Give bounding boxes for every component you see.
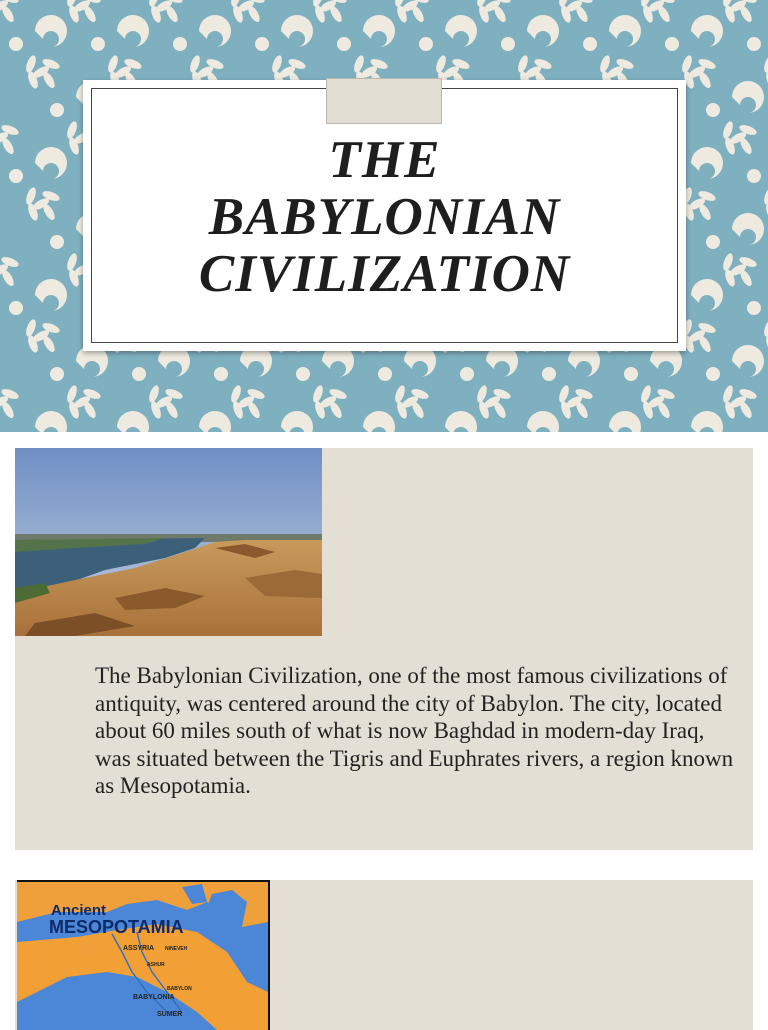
- dot-icon: [747, 301, 761, 315]
- title-slide: [0, 0, 768, 432]
- paisley-icon: [609, 411, 641, 432]
- paisley-icon: [609, 15, 641, 47]
- dot-icon: [583, 37, 597, 51]
- paisley-icon: [281, 15, 313, 47]
- dot-icon: [747, 37, 761, 51]
- leaf-sprig-icon: [65, 0, 102, 24]
- map-title-mesopotamia: MESOPOTAMIA: [49, 917, 184, 937]
- paisley-icon: [281, 411, 313, 432]
- paisley-icon: [732, 81, 764, 113]
- dot-icon: [706, 103, 720, 117]
- leaf-sprig-icon: [721, 252, 758, 288]
- leaf-sprig-icon: [721, 0, 758, 24]
- leaf-sprig-icon: [475, 0, 512, 24]
- dot-icon: [296, 367, 310, 381]
- dot-icon: [9, 37, 23, 51]
- paisley-icon: [199, 15, 231, 47]
- map-place-label: ASSYRIA: [123, 945, 155, 952]
- paisley-icon: [691, 279, 723, 311]
- leaf-sprig-icon: [147, 384, 184, 420]
- paisley-icon: [527, 411, 559, 432]
- slide-paragraph: The Babylonian Civilization, one of the most famous civilizations of antiquity, was centered around the city of Babylon. The city, located about 60 miles south of what is now Baghdad in modern-day Iraq, was situated between the Tigris and Euphrates rivers, a region known as Mesopotamia.: [95, 663, 734, 798]
- paisley-icon: [732, 345, 764, 377]
- dot-icon: [419, 37, 433, 51]
- dot-icon: [214, 367, 228, 381]
- paisley-icon: [363, 15, 395, 47]
- title-card: [83, 80, 686, 351]
- paisley-icon: [117, 15, 149, 47]
- leaf-sprig-icon: [639, 384, 676, 420]
- dot-icon: [460, 367, 474, 381]
- paisley-icon: [363, 411, 395, 432]
- dot-icon: [706, 367, 720, 381]
- dot-icon: [501, 37, 515, 51]
- leaf-sprig-icon: [24, 186, 61, 222]
- paisley-icon: [691, 411, 723, 432]
- paisley-icon: [117, 411, 149, 432]
- title-line: BABYLONIAN: [208, 188, 561, 246]
- leaf-sprig-icon: [0, 120, 20, 156]
- content-slide: [15, 448, 753, 850]
- leaf-sprig-icon: [0, 0, 20, 24]
- dot-icon: [50, 103, 64, 117]
- leaf-sprig-icon: [721, 120, 758, 156]
- dot-icon: [50, 367, 64, 381]
- paisley-icon: [445, 411, 477, 432]
- leaf-sprig-icon: [24, 318, 61, 354]
- title-line: THE: [328, 131, 441, 189]
- dot-icon: [624, 367, 638, 381]
- leaf-sprig-icon: [475, 384, 512, 420]
- dot-icon: [9, 301, 23, 315]
- leaf-sprig-icon: [393, 0, 430, 24]
- paisley-icon: [691, 15, 723, 47]
- paisley-icon: [35, 411, 67, 432]
- dot-icon: [173, 37, 187, 51]
- leaf-sprig-icon: [721, 384, 758, 420]
- leaf-sprig-icon: [311, 384, 348, 420]
- slide-title: [83, 132, 686, 303]
- paisley-icon: [35, 147, 67, 179]
- map-place-label: SUMER: [157, 1011, 183, 1018]
- dot-icon: [542, 367, 556, 381]
- leaf-sprig-icon: [65, 384, 102, 420]
- paisley-icon: [35, 15, 67, 47]
- title-card-tab: [326, 78, 442, 124]
- dot-icon: [255, 37, 269, 51]
- paisley-icon: [199, 411, 231, 432]
- dot-icon: [747, 169, 761, 183]
- map-place-label: BABYLON: [167, 986, 192, 992]
- dot-icon: [706, 235, 720, 249]
- leaf-sprig-icon: [762, 318, 768, 354]
- leaf-sprig-icon: [229, 384, 266, 420]
- leaf-sprig-icon: [24, 54, 61, 90]
- leaf-sprig-icon: [0, 252, 20, 288]
- map-title-ancient: Ancient: [51, 902, 107, 919]
- leaf-sprig-icon: [229, 0, 266, 24]
- leaf-sprig-icon: [393, 384, 430, 420]
- map-place-label: BABYLONIA: [133, 994, 175, 1001]
- dot-icon: [337, 37, 351, 51]
- leaf-sprig-icon: [147, 0, 184, 24]
- title-line: CIVILIZATION: [198, 245, 571, 303]
- dot-icon: [9, 169, 23, 183]
- dot-icon: [132, 367, 146, 381]
- leaf-sprig-icon: [639, 0, 676, 24]
- paisley-icon: [445, 15, 477, 47]
- mesopotamia-map: [17, 880, 270, 1030]
- paisley-icon: [732, 213, 764, 245]
- leaf-sprig-icon: [557, 384, 594, 420]
- leaf-sprig-icon: [762, 186, 768, 222]
- dot-icon: [91, 37, 105, 51]
- leaf-sprig-icon: [557, 0, 594, 24]
- paisley-icon: [691, 147, 723, 179]
- dot-icon: [665, 37, 679, 51]
- map-slide: [15, 880, 753, 1030]
- map-place-label: NINEVEH: [165, 946, 188, 952]
- paisley-icon: [35, 279, 67, 311]
- leaf-sprig-icon: [762, 54, 768, 90]
- paisley-icon: [527, 15, 559, 47]
- map-place-label: ASHUR: [147, 962, 165, 968]
- dot-icon: [50, 235, 64, 249]
- leaf-sprig-icon: [0, 384, 20, 420]
- river-landscape-photo: [15, 448, 322, 636]
- leaf-sprig-icon: [311, 0, 348, 24]
- dot-icon: [378, 367, 392, 381]
